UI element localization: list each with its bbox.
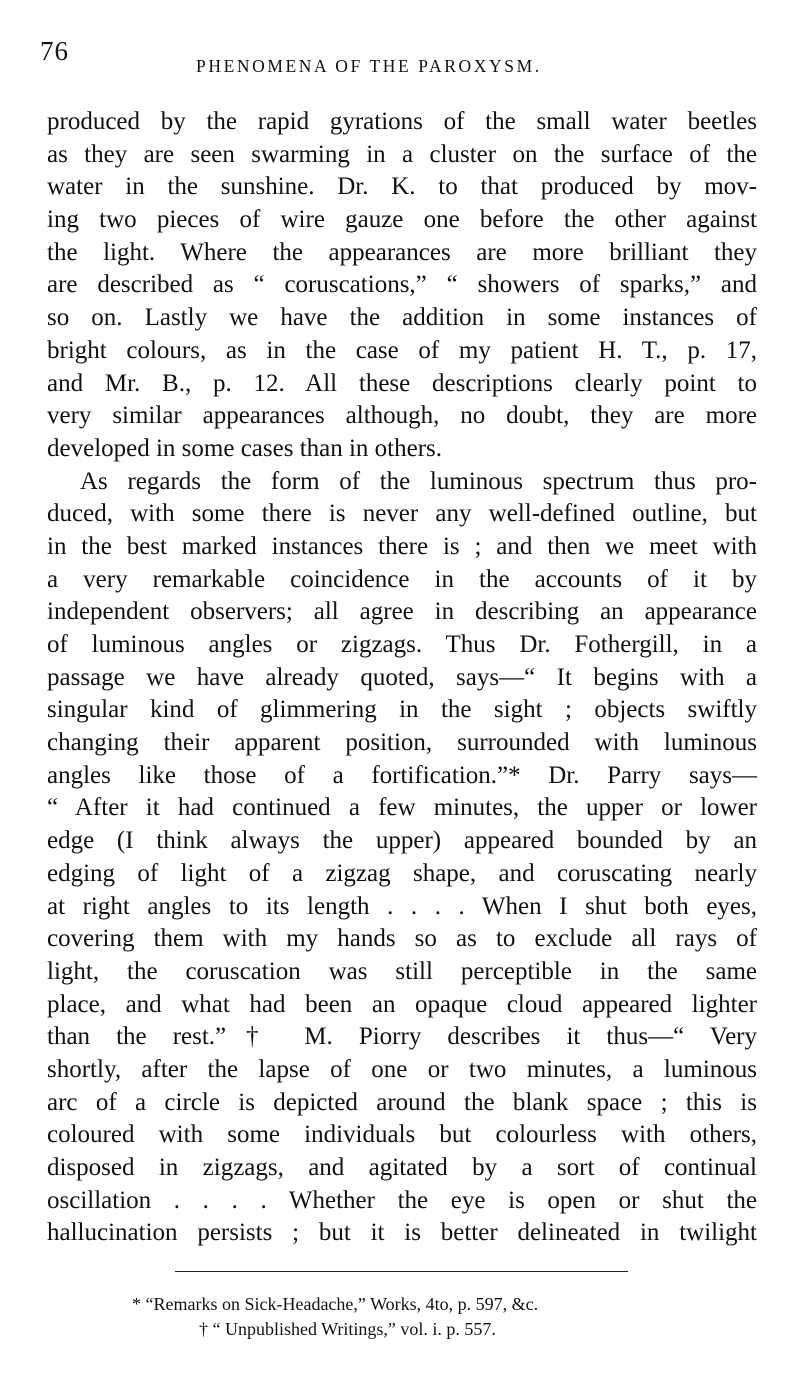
text-line: coloured with some individuals but colourless with others, bbox=[47, 1121, 757, 1149]
text-line: angles like those of a fortification.”* Dr. Parry says— bbox=[47, 761, 757, 789]
text-line: duced, with some there is never any well-defined outline, but bbox=[47, 500, 757, 528]
text-line: arc of a circle is depicted around the blank space ; this is bbox=[47, 1088, 757, 1116]
text-line: are described as “ coruscations,” “ showers of sparks,” and bbox=[47, 271, 757, 299]
text-line: ing two pieces of wire gauze one before the other against bbox=[47, 206, 757, 234]
text-line: oscillation . . . . Whether the eye is open or shut the bbox=[47, 1186, 757, 1214]
text-line: produced by the rapid gyrations of the small water beetles bbox=[47, 108, 757, 135]
text-line: edging of light of a zigzag shape, and coruscating nearly bbox=[47, 859, 757, 887]
text-line: bright colours, as in the case of my patient H. T., p. 17, bbox=[47, 336, 757, 364]
text-line: as they are seen swarming in a cluster on the surface of the bbox=[47, 140, 757, 168]
text-line: at right angles to its length . . . . When I shut both eyes, bbox=[47, 892, 757, 920]
page-number: 76 bbox=[40, 36, 69, 66]
text-line: hallucination persists ; but it is better delineated in twilight bbox=[47, 1219, 757, 1247]
text-line: a very remarkable coincidence in the accounts of it by bbox=[47, 565, 757, 593]
footnote: * “Remarks on Sick-Headache,” Works, 4to, p. 597, &c. bbox=[132, 1294, 539, 1314]
text-line: so on. Lastly we have the addition in some instances of bbox=[47, 304, 757, 332]
footnote-divider bbox=[175, 1271, 628, 1272]
text-line: covering them with my hands so as to exclude all rays of bbox=[47, 925, 757, 953]
text-line: of luminous angles or zigzags. Thus Dr. Fothergill, in a bbox=[47, 631, 757, 658]
text-line: than the rest.”† M. Piorry describes it thus—“ Very bbox=[47, 1023, 757, 1051]
text-line: disposed in zigzags, and agitated by a sort of continual bbox=[47, 1154, 757, 1181]
text-line: singular kind of glimmering in the sight ; objects swiftly bbox=[47, 696, 757, 724]
text-line: place, and what had been an opaque cloud appeared lighter bbox=[47, 990, 757, 1018]
text-line: water in the sunshine. Dr. K. to that produced by mov- bbox=[47, 173, 757, 201]
text-line: in the best marked instances there is ; and then we meet with bbox=[47, 532, 757, 560]
text-line: independent observers; all agree in describing an appearance bbox=[47, 598, 757, 626]
running-title: PHENOMENA OF THE PAROXYSM. bbox=[196, 56, 542, 76]
text-line: edge (I think always the upper) appeared bounded by an bbox=[47, 827, 757, 855]
text-line: changing their apparent position, surrounded with luminous bbox=[47, 729, 757, 757]
footnotes bbox=[100, 1292, 740, 1342]
footnote: † “ Unpublished Writings,” vol. i. p. 557. bbox=[199, 1319, 496, 1339]
text-line: the light. Where the appearances are more brilliant they bbox=[47, 238, 757, 266]
text-line: developed in some cases than in others. bbox=[47, 434, 443, 462]
text-line: shortly, after the lapse of one or two minutes, a luminous bbox=[47, 1055, 757, 1083]
text-line: and Mr. B., p. 12. All these descriptions clearly point to bbox=[47, 369, 757, 397]
text-line: As regards the form of the luminous spectrum thus pro- bbox=[80, 467, 757, 495]
body-text bbox=[47, 106, 757, 1250]
text-line: light, the coruscation was still perceptible in the same bbox=[47, 957, 757, 985]
text-line: “ After it had continued a few minutes, the upper or lower bbox=[47, 794, 757, 822]
text-line: passage we have already quoted, says—“ It begins with a bbox=[47, 663, 757, 691]
text-line: very similar appearances although, no doubt, they are more bbox=[47, 402, 757, 430]
